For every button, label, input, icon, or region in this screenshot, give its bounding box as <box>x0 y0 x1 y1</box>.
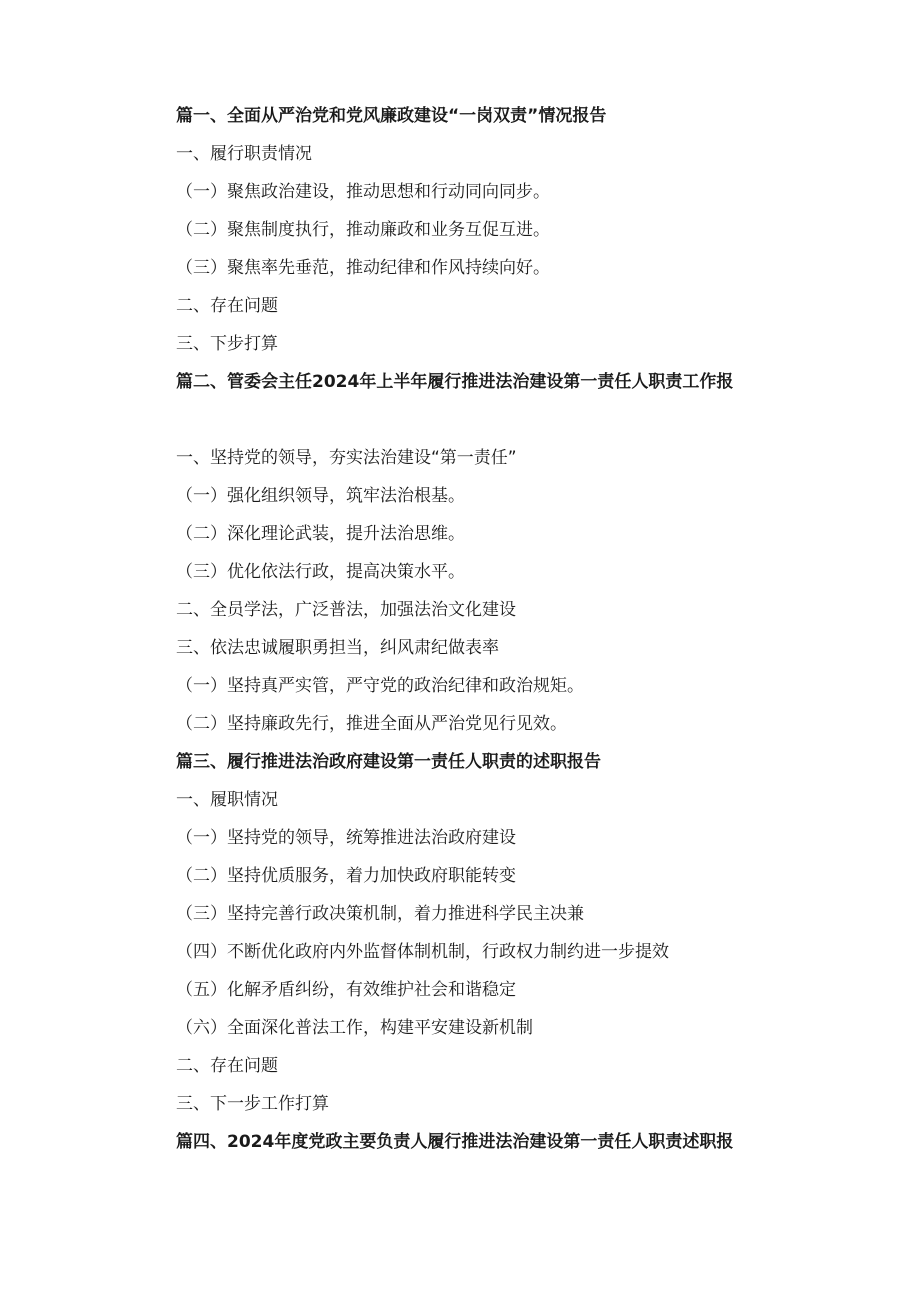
section-heading-3: 篇三、履行推进法治政府建设第一责任人职责的述职报告 <box>176 752 601 772</box>
outline-item: （一）聚焦政治建设，推动思想和行动同向同步。 <box>176 182 550 202</box>
outline-item: 一、履职情况 <box>176 790 278 810</box>
outline-item: 三、依法忠诚履职勇担当，纠风肃纪做表率 <box>176 638 499 658</box>
section-heading-4: 篇四、2024年度党政主要负责人履行推进法治建设第一责任人职责述职报 <box>176 1132 734 1152</box>
outline-item: （三）聚焦率先垂范，推动纪律和作风持续向好。 <box>176 258 550 278</box>
outline-item: 二、存在问题 <box>176 296 278 316</box>
outline-item: （五）化解矛盾纠纷，有效维护社会和谐稳定 <box>176 980 516 1000</box>
section-heading-1: 篇一、全面从严治党和党风廉政建设“一岗双责”情况报告 <box>176 106 607 126</box>
outline-item: 二、全员学法，广泛普法，加强法治文化建设 <box>176 600 516 620</box>
outline-item: （二）聚焦制度执行，推动廉政和业务互促互进。 <box>176 220 550 240</box>
outline-item: （三）坚持完善行政决策机制，着力推进科学民主决兼 <box>176 904 584 924</box>
outline-item: （六）全面深化普法工作，构建平安建设新机制 <box>176 1018 533 1038</box>
outline-item: （三）优化依法行政，提高决策水平。 <box>176 562 465 582</box>
outline-item: 二、存在问题 <box>176 1056 278 1076</box>
outline-item: （一）坚持党的领导，统筹推进法治政府建设 <box>176 828 516 848</box>
outline-item: 一、履行职责情况 <box>176 144 312 164</box>
outline-item: （二）深化理论武装，提升法治思维。 <box>176 524 465 544</box>
outline-item: （一）强化组织领导，筑牢法治根基。 <box>176 486 465 506</box>
outline-item: 一、坚持党的领导，夯实法治建设“第一责任” <box>176 448 517 468</box>
outline-item: （四）不断优化政府内外监督体制机制，行政权力制约进一步提效 <box>176 942 669 962</box>
outline-item: （二）坚持廉政先行，推进全面从严治党见行见效。 <box>176 714 567 734</box>
outline-item: （二）坚持优质服务，着力加快政府职能转变 <box>176 866 516 886</box>
section-heading-2: 篇二、管委会主任2024年上半年履行推进法治建设第一责任人职责工作报 <box>176 372 734 392</box>
outline-item: （一）坚持真严实管，严守党的政治纪律和政治规矩。 <box>176 676 584 696</box>
outline-item: 三、下一步工作打算 <box>176 1094 329 1114</box>
outline-item: 三、下步打算 <box>176 334 278 354</box>
